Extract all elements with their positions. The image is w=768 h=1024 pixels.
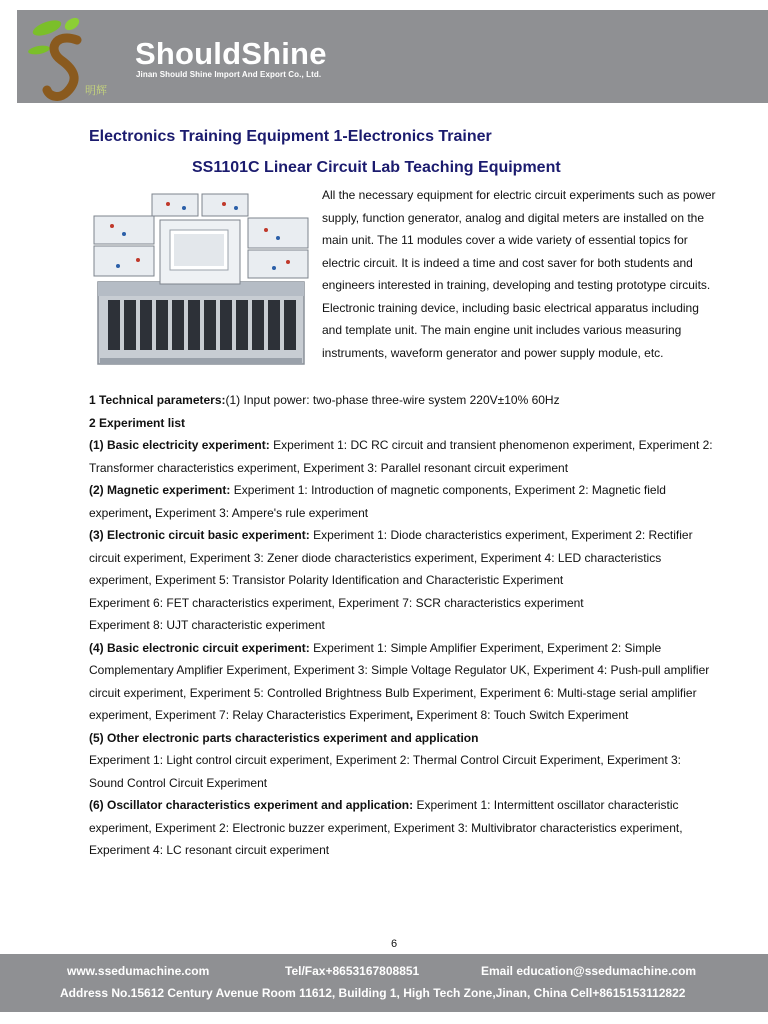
page-header: [17, 10, 768, 103]
intro-paragraph: All the necessary equipment for electric circuit experiments such as power supply, function generator, analog and digital meters are installed on the main unit. The 11 modules cover a wide variety of essential topics for electric circuit. It is indeed a time and cost saver for both students and engineers interested in training, developing and testing prototype circuits. Electronic training device, including basic electrical apparatus including and template unit. The main engine unit includes various measuring instruments, waveform generator and power supply module, etc.: [322, 188, 716, 360]
section-label: (4) Basic electronic circuit experiment:: [89, 640, 310, 655]
section-separator: ,: [409, 708, 414, 722]
section-separator: ,: [148, 505, 152, 520]
section-electronic-basic-line2: Experiment 6: FET characteristics experiment, Experiment 7: SCR characteristics experiment: [89, 595, 584, 610]
section-other-parts-text: Experiment 1: Light control circuit experiment, Experiment 2: Thermal Control Circuit Experiment, Experiment 3: Sound Control Circuit Experiment: [89, 753, 682, 790]
svg-text:明辉: 明辉: [85, 84, 107, 97]
page-footer: [0, 954, 768, 1012]
section-text: Experiment 1: Intermittent oscillator characteristic experiment, Experiment 2: Electronic buzzer experiment, Experiment 3: Multivibrator characteristics experiment, Experiment 4: LC resonant circuit experiment: [89, 798, 683, 857]
section-text: Experiment 1: Diode characteristics experiment, Experiment 2: Rectifier circuit experiment, Experiment 3: Zener diode characteristics experiment, Experiment 4: LED characteristics experiment, Experiment 5: Transistor Polarity Identification and Characteristic Experiment: [89, 528, 693, 587]
product-title: SS1101C Linear Circuit Lab Teaching Equipment: [192, 159, 561, 176]
section-text: Experiment 1: Introduction of magnetic components, Experiment 2: Magnetic field experiment: [89, 483, 666, 520]
footer-address: Address No.15612 Century Avenue Room 11612, Building 1, High Tech Zone,Jinan, China Cell+8615153112822: [60, 986, 686, 1000]
section-label: (2) Magnetic experiment:: [89, 483, 231, 497]
technical-parameters-label: 1 Technical parameters:: [89, 393, 226, 407]
section-text: Experiment 1: DC RC circuit and transient phenomenon experiment, Experiment 2: Transformer characteristics experiment, Experiment 3: Parallel resonant circuit experiment: [89, 438, 713, 475]
section-oscillator: [89, 794, 714, 862]
section-basic-electricity: [89, 434, 714, 479]
experiment-list-heading-text: 2 Experiment list: [89, 415, 186, 430]
brand-name: ShouldShine: [135, 36, 327, 71]
technical-parameters: [89, 389, 714, 412]
section-electronic-basic: [89, 524, 714, 592]
experiment-list-heading: [89, 412, 714, 435]
section-electronic-basic-line3: Experiment 8: UJT characteristic experiment: [89, 618, 325, 632]
green-leaf-s-logo-icon: [25, 14, 135, 102]
experiment-details: [89, 389, 714, 862]
section-magnetic: [89, 479, 714, 524]
brand-subtitle: Jinan Should Shine Import And Export Co., Ltd.: [136, 70, 322, 79]
section-basic-electronic-circuit: [89, 637, 714, 727]
section-text: Experiment 8: Touch Switch Experiment: [413, 708, 629, 722]
page-title: Electronics Training Equipment 1-Electronics Trainer: [89, 128, 492, 145]
footer-email: Email education@ssedumachine.com: [481, 964, 697, 978]
section-text: Experiment 3: Ampere's rule experiment: [151, 505, 369, 520]
section-text: Experiment 1: Simple Amplifier Experiment, Experiment 2: Simple Complementary Amplifier Experiment, Experiment 3: Simple Voltage Regulator UK, Experiment 4: Push-pull amplifier circuit experiment, Experiment 5: Controlled Brightness Bulb Experiment, Experiment 6: Multi-stage serial amplifier experiment, Experiment 7: Relay Characteristics Experiment: [89, 640, 710, 722]
technical-parameters-text: (1) Input power: two-phase three-wire system 220V±10% 60Hz: [225, 393, 560, 407]
section-label: (1) Basic electricity experiment:: [89, 438, 270, 452]
page-number: 6: [390, 938, 398, 950]
section-label: (5) Other electronic parts characteristics experiment and application: [89, 730, 479, 745]
section-other-parts-heading: [89, 727, 714, 750]
product-photo: [88, 190, 314, 374]
section-label: (3) Electronic circuit basic experiment:: [89, 528, 310, 542]
footer-telfax: Tel/Fax+8653167808851: [285, 964, 420, 978]
footer-website: www.ssedumachine.com: [67, 964, 210, 978]
section-label: (6) Oscillator characteristics experiment and application:: [89, 798, 414, 812]
